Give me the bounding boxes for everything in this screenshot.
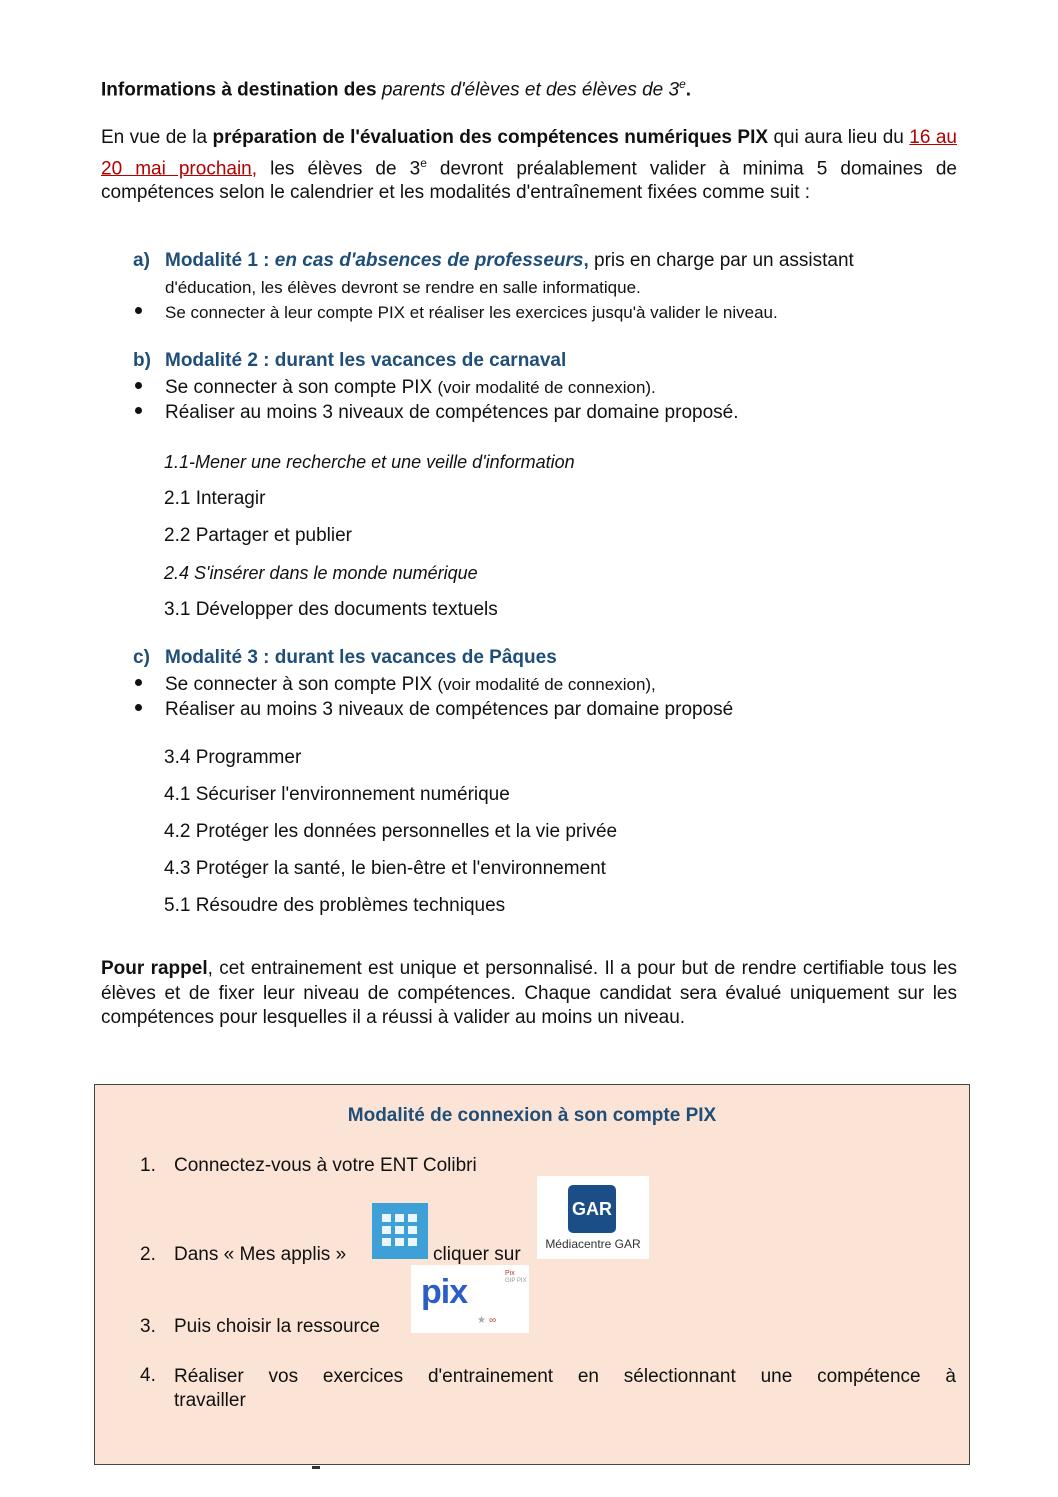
box-title: Modalité de connexion à son compte PIX [347, 1105, 717, 1126]
modalite-1-label-italic: en cas d'absences de professeurs [274, 250, 584, 271]
modalite-3-letter: c) [133, 647, 150, 668]
competence-item: 2.2 Partager et publier [164, 525, 353, 546]
modalite-3-heading [133, 647, 557, 669]
step-text: Connectez-vous à votre ENT Colibri [174, 1155, 477, 1176]
grid-cell [408, 1214, 417, 1222]
apps-grid [382, 1214, 418, 1248]
intro-text-2: qui aura lieu du [768, 127, 910, 148]
intro-text-4: devront préalablement valider à minima 5 domaines de compétences selon le calendrier et les modalités d'entraînement fixées comme suit : [101, 157, 957, 204]
bullet-dot [135, 679, 142, 686]
step-number: 1. [140, 1155, 156, 1176]
pix-tiny-label: Pix [505, 1270, 515, 1277]
modalite-3-bullet-1 [133, 672, 963, 697]
modalite-2-label: Modalité 2 : durant les vacances de carnaval [165, 350, 567, 371]
bullet-text-small: (voir modalité de connexion). [437, 378, 656, 397]
competence-item: 4.3 Protéger la santé, le bien-être et l'environnement [164, 858, 606, 879]
connection-box [94, 1084, 970, 1465]
grid-cell [382, 1238, 391, 1246]
grid-cell [395, 1214, 404, 1222]
gar-logo: GAR [568, 1185, 616, 1233]
modalite-1-heading [133, 250, 963, 272]
step-number: 4. [140, 1365, 156, 1386]
intro-sup: e [420, 155, 427, 170]
rappel-paragraph [101, 957, 957, 1031]
title-end: . [685, 79, 692, 101]
intro-bold: préparation de l'évaluation des compétences numériques PIX [212, 127, 769, 148]
mediacentre-gar-tile[interactable] [537, 1176, 649, 1259]
intro-paragraph [101, 126, 957, 206]
competence-item: 5.1 Résoudre des problèmes techniques [164, 895, 506, 916]
footer-mark [312, 1466, 320, 1469]
competence-item: 1.1-Mener une recherche et une veille d'information [164, 452, 575, 472]
document-title [101, 77, 691, 101]
gar-caption: Médiacentre GAR [545, 1237, 641, 1251]
title-italic: parents d'élèves et des élèves de 3 [381, 79, 680, 101]
modalite-2-bullet-1 [133, 375, 963, 400]
rappel-text: , cet entrainement est unique et personnalisé. Il a pour but de rendre certifiable tous les élèves et de fixer leur niveau de compétences. Chaque candidat sera évalué uniquement sur les compétences pour lesquelles il a réussi à valider au moins un niveau. [101, 958, 957, 1028]
grid-cell [382, 1214, 391, 1222]
step-text: Réaliser vos exercices d'entrainement en sélectionnant une compétence à travailler [174, 1366, 956, 1411]
grid-cell [395, 1238, 404, 1246]
title-sup: e [679, 77, 686, 91]
modalite-3-bullet-2 [133, 697, 963, 722]
apps-grid-icon[interactable] [372, 1203, 428, 1259]
bullet-dot [135, 382, 142, 389]
modalite-2-letter: b) [133, 350, 151, 371]
title-bold: Informations à destination des [101, 79, 382, 101]
competence-item: 2.1 Interagir [164, 488, 266, 509]
modalite-1-label: Modalité 1 : [165, 250, 275, 271]
bullet-text-small: (voir modalité de connexion), [437, 675, 656, 694]
modalite-2-bullet-2 [133, 400, 963, 425]
modalite-1-letter: a) [133, 250, 150, 271]
modalite-1-rest-2: d'éducation, les élèves devront se rendre en salle informatique. [165, 278, 641, 297]
bullet-text: Réaliser au moins 3 niveaux de compétences par domaine proposé [165, 699, 734, 720]
pix-logo: pix [421, 1273, 468, 1311]
modalite-1-rest: pris en charge par un assistant [588, 250, 854, 271]
competence-item: 4.2 Protéger les données personnelles et la vie privée [164, 821, 618, 842]
modalite-1-comma: , [583, 250, 589, 271]
pix-resource-tile[interactable] [411, 1265, 529, 1333]
competence-item: 3.1 Développer des documents textuels [164, 599, 498, 620]
bullet-dot [135, 704, 142, 711]
modalite-1-bullet [133, 300, 963, 325]
grid-cell [408, 1238, 417, 1246]
grid-cell [408, 1226, 417, 1234]
competence-item: 4.1 Sécuriser l'environnement numérique [164, 784, 510, 805]
rappel-bold: Pour rappel [101, 958, 208, 979]
competence-item: 2.4 S'insérer dans le monde numérique [164, 563, 478, 583]
step-text: Dans « Mes applis » [174, 1244, 347, 1265]
bullet-text: Réaliser au moins 3 niveaux de compétences par domaine proposé. [165, 402, 739, 423]
step-text-b: cliquer sur [433, 1244, 521, 1265]
step-text: Puis choisir la ressource [174, 1316, 380, 1337]
competence-item: 3.4 Programmer [164, 747, 302, 768]
step-number: 2. [140, 1244, 156, 1265]
intro-text-3: les élèves de 3 [257, 157, 421, 179]
bullet-dot [135, 407, 142, 414]
grid-cell [395, 1226, 404, 1234]
bullet-text: Se connecter à son compte PIX [165, 674, 438, 695]
modalite-3-label: Modalité 3 : durant les vacances de Pâques [165, 647, 557, 668]
star-icon: ★ [477, 1315, 486, 1326]
modalite-1-bullet-text: Se connecter à leur compte PIX et réaliser les exercices jusqu'à valider le niveau. [165, 303, 778, 322]
pix-tiny-sublabel: GIP PIX [505, 1278, 527, 1284]
bullet-dot [135, 307, 142, 314]
bullet-text: Se connecter à son compte PIX [165, 377, 438, 398]
intro-text: En vue de la [101, 127, 213, 148]
modalite-2-heading [133, 350, 566, 372]
grid-cell [382, 1226, 391, 1234]
exam-dates: 16 au 20 mai prochain, [101, 127, 957, 179]
link-icon: ∞ [489, 1315, 497, 1326]
step-number: 3. [140, 1316, 156, 1337]
